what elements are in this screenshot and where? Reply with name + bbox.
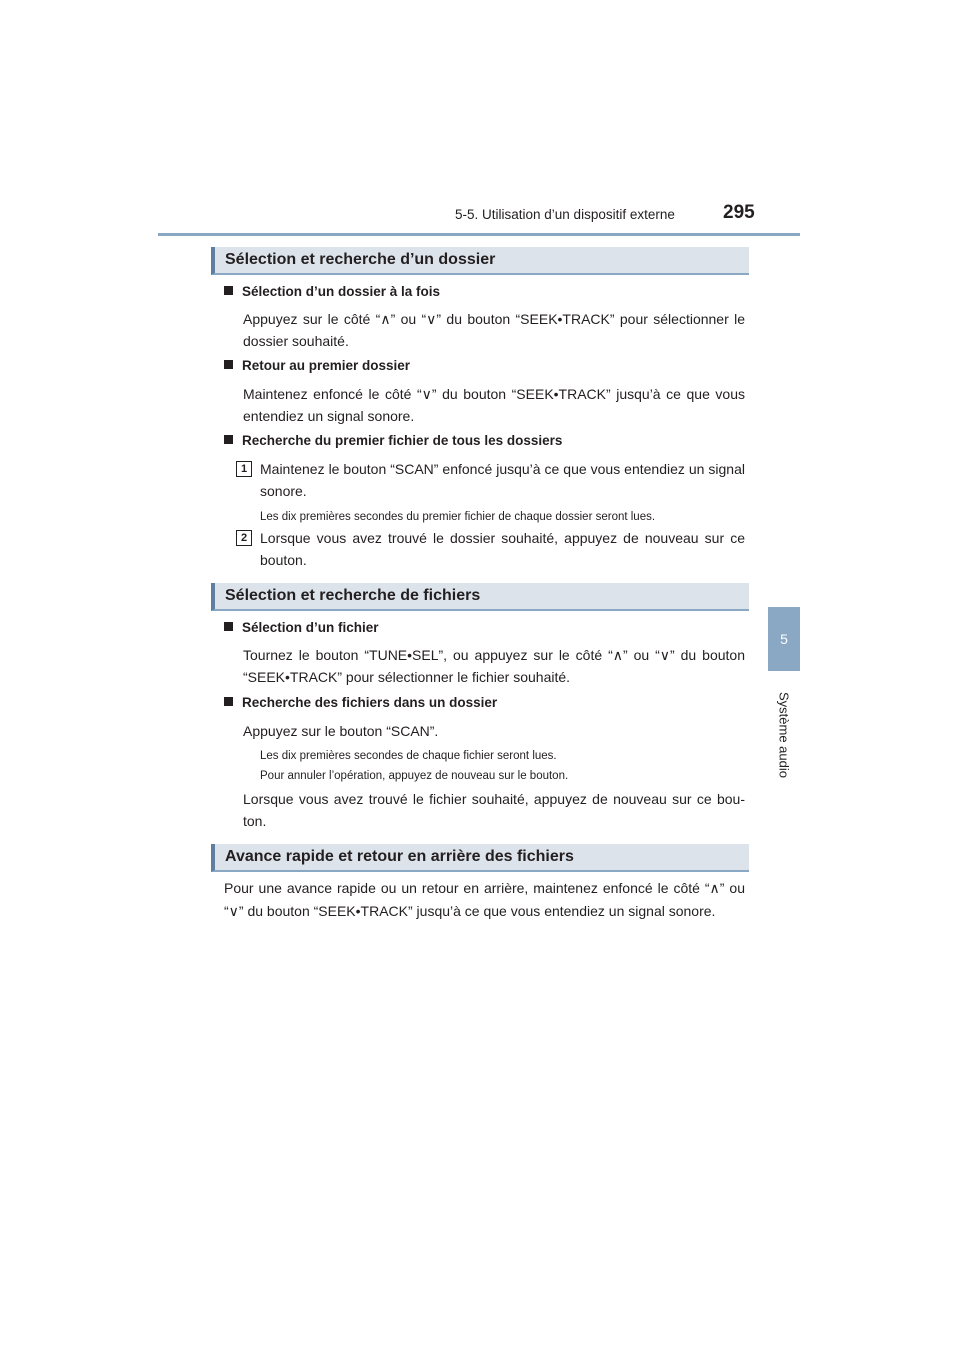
paragraph: Appuyez sur le côté “∧” ou “∨” du bouton “SEEK•TRACK” pour sélectionner le dossier souhaité. xyxy=(243,311,745,349)
section-heading-files: Sélection et recherche de fichiers xyxy=(211,583,749,611)
page-number: 295 xyxy=(723,202,755,223)
step-text: Maintenez le bouton “SCAN” enfoncé jusqu’à ce que vous entendiez un signal sonore. xyxy=(260,461,745,499)
header-rule xyxy=(158,233,800,236)
bullet-square-icon xyxy=(224,622,233,631)
bullet-heading xyxy=(224,620,379,635)
bullet-square-icon xyxy=(224,286,233,295)
bullet-heading xyxy=(224,358,410,373)
bullet-heading xyxy=(224,695,497,710)
bullet-heading-text: Recherche des fichiers dans un dossier xyxy=(242,695,498,710)
section-heading-folder: Sélection et recherche d’un dossier xyxy=(211,247,749,275)
chapter-side-label xyxy=(770,680,798,790)
bullet-square-icon xyxy=(224,697,233,706)
chapter-side-label-text: Système audio xyxy=(776,692,792,778)
bullet-heading xyxy=(224,433,562,448)
bullet-heading-text: Sélection d’un dossier à la fois xyxy=(242,284,441,299)
bullet-square-icon xyxy=(224,435,233,444)
step-note: Les dix premières secondes du premier fichier de chaque dossier seront lues. xyxy=(260,511,656,523)
bullet-heading-text: Recherche du premier fichier de tous les dossiers xyxy=(242,433,563,448)
bullet-square-icon xyxy=(224,360,233,369)
paragraph: Tournez le bouton “TUNE•SEL”, ou appuyez sur le côté “∧” ou “∨” du bouton “SEEK•TRACK” pour sélectionner le fichier souhaité. xyxy=(243,647,745,685)
bullet-heading-text: Retour au premier dossier xyxy=(242,358,411,373)
paragraph: Lorsque vous avez trouvé le fichier souhaité, appuyez de nouveau sur ce bou-ton. xyxy=(243,791,745,829)
bullet-heading xyxy=(224,284,440,299)
note: Les dix premières secondes de chaque fichier seront lues. xyxy=(260,750,557,762)
note: Pour annuler l’opération, appuyez de nouveau sur le bouton. xyxy=(260,770,569,782)
bullet-heading-text: Sélection d’un fichier xyxy=(242,620,379,635)
section-heading-fast-forward: Avance rapide et retour en arrière des fichiers xyxy=(211,844,749,872)
step-number-1: 1 xyxy=(236,461,252,477)
chapter-title: 5-5. Utilisation d’un dispositif externe xyxy=(455,207,675,222)
paragraph: Maintenez enfoncé le côté “∨” du bouton “SEEK•TRACK” jusqu’à ce que vous entendiez un signal sonore. xyxy=(243,386,745,424)
step-number-2: 2 xyxy=(236,530,252,546)
step-text: Lorsque vous avez trouvé le dossier souhaité, appuyez de nouveau sur ce bouton. xyxy=(260,530,745,568)
paragraph: Appuyez sur le bouton “SCAN”. xyxy=(243,723,439,739)
chapter-tab: 5 xyxy=(768,607,800,671)
paragraph: Pour une avance rapide ou un retour en arrière, maintenez enfoncé le côté “∧” ou “∨” du bouton “SEEK•TRACK” jusqu’à ce que vous entendiez un signal sonore. xyxy=(224,880,745,919)
